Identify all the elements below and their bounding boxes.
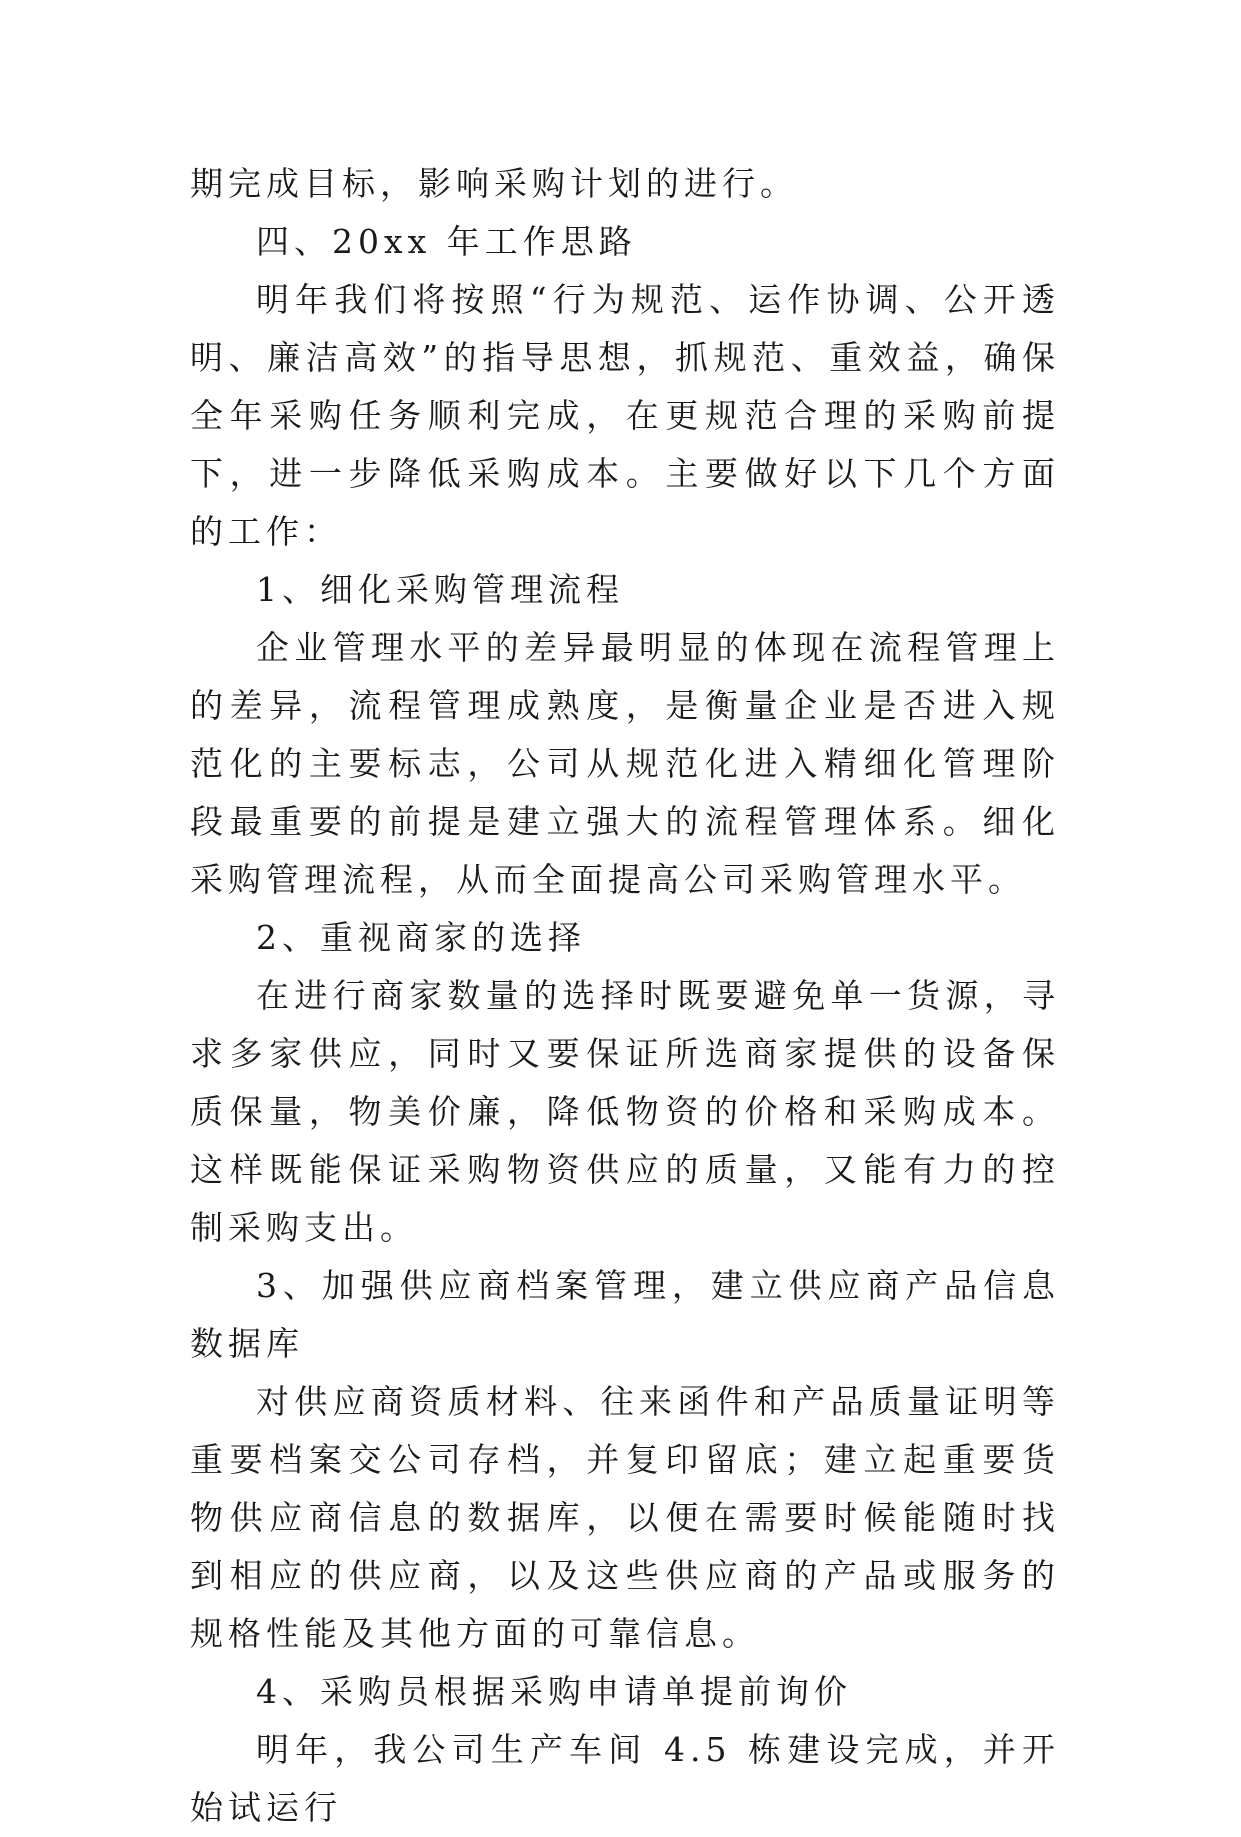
section-heading-work-plan: 四、20xx 年工作思路	[256, 222, 637, 261]
document-body	[190, 155, 1060, 1837]
subheading-process: 1、细化采购管理流程	[256, 570, 624, 609]
paragraph-inquiry: 明年，我公司生产车间 4.5 栋建设完成，并开始试运行	[190, 1730, 1060, 1827]
paragraph-continuation: 期完成目标，影响采购计划的进行。	[190, 164, 798, 203]
paragraph-supplier-archive: 对供应商资质材料、往来函件和产品质量证明等重要档案交公司存档，并复印留底；建立起重要货物供应商信息的数据库，以便在需要时候能随时找到相应的供应商，以及这些供应商的产品或服务的规格性能及其他方面的可靠信息。	[190, 1382, 1060, 1653]
paragraph-vendor-selection: 在进行商家数量的选择时既要避免单一货源，寻求多家供应，同时又要保证所选商家提供的设备保质保量，物美价廉，降低物资的价格和采购成本。这样既能保证采购物资供应的质量，又能有力的控制采购支出。	[190, 976, 1060, 1247]
paragraph-guiding-idea: 明年我们将按照“行为规范、运作协调、公开透明、廉洁高效”的指导思想，抓规范、重效益，确保全年采购任务顺利完成，在更规范合理的采购前提下，进一步降低采购成本。主要做好以下几个方面的工作：	[190, 280, 1060, 551]
subheading-inquiry: 4、采购员根据采购申请单提前询价	[256, 1672, 852, 1711]
subheading-supplier-archive: 3、加强供应商档案管理，建立供应商产品信息数据库	[190, 1266, 1060, 1363]
subheading-vendor-selection: 2、重视商家的选择	[256, 918, 586, 957]
paragraph-process: 企业管理水平的差异最明显的体现在流程管理上的差异，流程管理成熟度，是衡量企业是否进入规范化的主要标志，公司从规范化进入精细化管理阶段最重要的前提是建立强大的流程管理体系。细化采购管理流程，从而全面提高公司采购管理水平。	[190, 628, 1060, 899]
